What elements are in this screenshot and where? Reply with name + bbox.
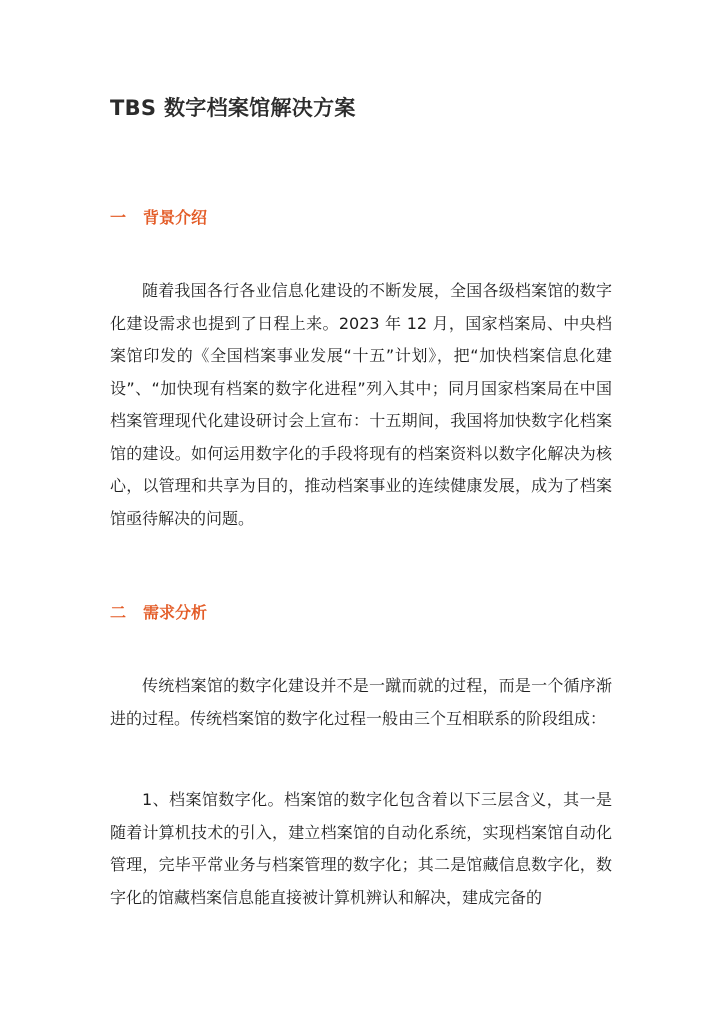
paragraph: 传统档案馆的数字化建设并不是一蹴而就的过程，而是一个循序渐进的过程。传统档案馆的数字化过程一般由三个互相联系的阶段组成： <box>110 676 612 728</box>
section-number: 二 <box>110 603 127 622</box>
section-title: 背景介绍 <box>143 208 208 227</box>
document-title: TBS 数字档案馆解决方案 <box>110 96 356 120</box>
section-title: 需求分析 <box>143 603 208 622</box>
paragraph: 随着我国各行各业信息化建设的不断发展，全国各级档案馆的数字化建设需求也提到了日程上来。2023 年 12 月，国家档案局、中央档案馆印发的《全国档案事业发展“十五”计划》，把“加快档案信息化建设”、“加快现有档案的数字化进程”列入其中；同月国家档案局在中国档案管理现代化建设研讨会上宣布：十五期间，我国将加快数字化档案馆的建设。如何运用数字化的手段将现有的档案资料以数字化解决为核心，以管理和共享为目的，推动档案事业的连续健康发展，成为了档案馆亟待解决的问题。 <box>110 281 612 528</box>
section-heading-requirements <box>110 600 207 623</box>
paragraph: 1、档案馆数字化。档案馆的数字化包含着以下三层含义，其一是随着计算机技术的引入，建立档案馆的自动化系统，实现档案馆自动化管理，完毕平常业务与档案管理的数字化；其二是馆藏信息数字化，数字化的馆藏档案信息能直接被计算机辨认和解决，建成完备的 <box>110 790 612 907</box>
section-heading-background <box>110 205 207 228</box>
section-number: 一 <box>110 208 127 227</box>
